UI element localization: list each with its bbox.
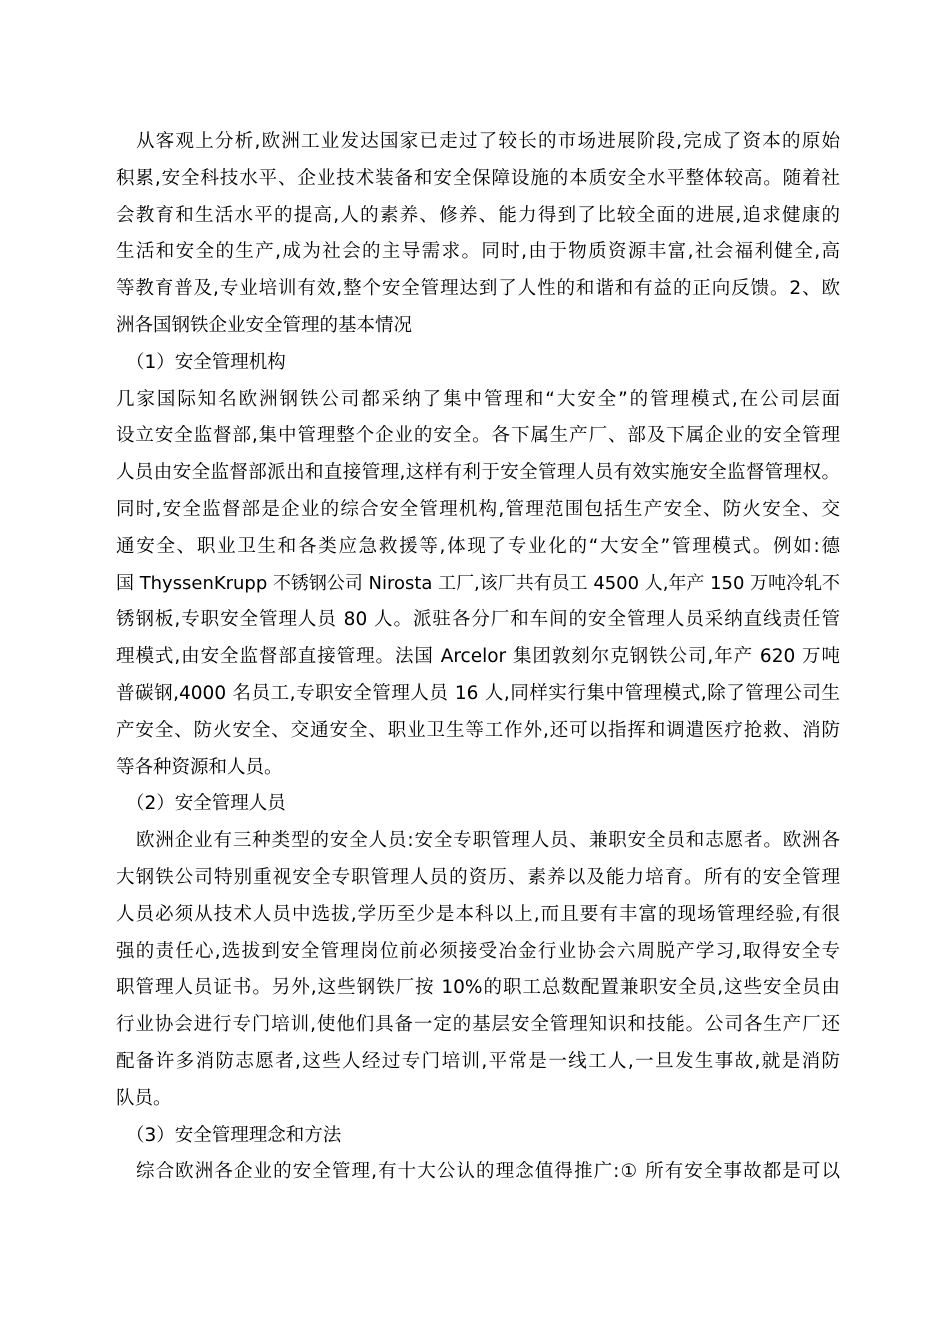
paragraph-line: 同时,安全监督部是企业的综合安全管理机构,管理范围包括生产安全、防火安全、交 bbox=[116, 498, 840, 520]
paragraph-line: 等教育普及,专业培训有效,整个安全管理达到了人性的和谐和有益的正向反馈。2、欧 bbox=[116, 278, 840, 300]
paragraph-line: 通安全、职业卫生和各类应急救援等,体现了专业化的“大安全”管理模式。例如:德 bbox=[116, 535, 840, 557]
paragraph-line: 几家国际知名欧洲钢铁公司都采纳了集中管理和“大安全”的管理模式,在公司层面 bbox=[116, 388, 840, 410]
paragraph-line: 综合欧洲各企业的安全管理,有十大公认的理念值得推广:① 所有安全事故都是可以 bbox=[136, 1161, 840, 1183]
paragraph-line: 欧洲企业有三种类型的安全人员:安全专职管理人员、兼职安全员和志愿者。欧洲各 bbox=[136, 830, 840, 852]
paragraph-line: 人员必须从技术人员中选拔,学历至少是本科以上,而且要有丰富的现场管理经验,有很 bbox=[116, 903, 840, 925]
paragraph-line: 生活和安全的生产,成为社会的主导需求。同时,由于物质资源丰富,社会福利健全,高 bbox=[116, 241, 840, 263]
paragraph-line: 职管理人员证书。另外,这些钢铁厂按 10%的职工总数配置兼职安全员,这些安全员由 bbox=[116, 977, 840, 999]
paragraph-line: 理模式,由安全监督部直接管理。法国 Arcelor 集团敦刻尔克钢铁公司,年产 620 万吨 bbox=[116, 646, 840, 668]
paragraph-line: 锈钢板,专职安全管理人员 80 人。派驻各分厂和车间的安全管理人员采纳直线责任管 bbox=[116, 609, 840, 631]
document-page bbox=[116, 124, 840, 1191]
section-heading: （3）安全管理理念和方法 bbox=[126, 1124, 342, 1146]
paragraph-line: 行业协会进行专门培训,使他们具备一定的基层安全管理知识和技能。公司各生产厂还 bbox=[116, 1014, 840, 1036]
paragraph-line: 普碳钢,4000 名员工,专职安全管理人员 16 人,同样实行集中管理模式,除了管理公司生 bbox=[116, 682, 840, 704]
paragraph-line: 产安全、防火安全、交通安全、职业卫生等工作外,还可以指挥和调遣医疗抢救、消防 bbox=[116, 719, 840, 741]
paragraph-line: 积累,安全科技水平、企业技术装备和安全保障设施的本质安全水平整体较高。随着社 bbox=[116, 167, 840, 189]
paragraph-line: 设立安全监督部,集中管理整个企业的安全。各下属生产厂、部及下属企业的安全管理 bbox=[116, 425, 840, 447]
section-heading: （1）安全管理机构 bbox=[126, 351, 286, 373]
paragraph-line: 等各种资源和人员。 bbox=[116, 756, 283, 778]
section-heading: （2）安全管理人员 bbox=[126, 793, 286, 815]
paragraph-line: 大钢铁公司特别重视安全专职管理人员的资历、素养以及能力培育。所有的安全管理 bbox=[116, 866, 840, 888]
paragraph-line: 强的责任心,选拔到安全管理岗位前必须接受冶金行业协会六周脱产学习,取得安全专 bbox=[116, 940, 840, 962]
paragraph-line: 洲各国钢铁企业安全管理的基本情况 bbox=[116, 314, 413, 336]
paragraph-line: 队员。 bbox=[116, 1087, 172, 1109]
paragraph-line: 从客观上分析,欧洲工业发达国家已走过了较长的市场进展阶段,完成了资本的原始 bbox=[136, 131, 840, 152]
paragraph-line: 国 ThyssenKrupp 不锈钢公司 Nirosta 工厂,该厂共有员工 4500 人,年产 150 万吨冷轧不 bbox=[116, 572, 840, 594]
paragraph-line: 会教育和生活水平的提高,人的素养、修养、能力得到了比较全面的进展,追求健康的 bbox=[116, 204, 840, 226]
paragraph-line: 人员由安全监督部派出和直接管理,这样有利于安全管理人员有效实施安全监督管理权。 bbox=[116, 462, 840, 484]
paragraph-line: 配备许多消防志愿者,这些人经过专门培训,平常是一线工人,一旦发生事故,就是消防 bbox=[116, 1050, 840, 1072]
